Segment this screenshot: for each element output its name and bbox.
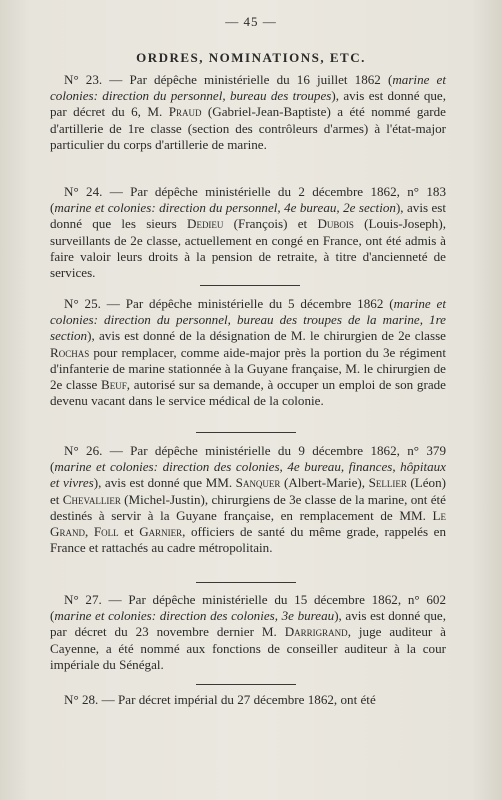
- entry-23: N° 23. — Par dépêche ministérielle du 16 juillet 1862 (marine et colonies: direction du personnel, bureau des troupes), avis est donné que, par décret du 6, M. Praud (Gabriel-Jean-Baptiste) a été nommé garde d'artillerie de 1re classe (section des contrôleurs d'armes) à l'état-major particulier du corps d'artillerie de marine.: [50, 72, 446, 152]
- entry-27: N° 27. — Par dépêche ministérielle du 15 décembre 1862, n° 602 (marine et colonies: direction des colonies, 3e bureau), avis est donné que, par décret du 23 novembre dernier M. Darrigrand, juge auditeur à Cayenne, a été nommé aux fonctions de conseiller auditeur à la cour impériale du Sénégal.: [50, 592, 447, 672]
- page-number: — 45 —: [225, 14, 277, 29]
- separator-rule: [196, 582, 296, 583]
- separator-rule: [196, 684, 296, 685]
- entry-28: N° 28. — Par décret impérial du 27 décembre 1862, ont été: [64, 692, 376, 707]
- entry-26: N° 26. — Par dépêche ministérielle du 9 décembre 1862, n° 379 (marine et colonies: direction des colonies, 4e bureau, finances, hôpitaux et vivres), avis est donné que MM. Sanquer (Albert-Marie), Sellier (Léon) et Chevallier (Michel-Justin), chirurgiens de 3e classe de la marine, ont été destinés à servir à la Guyane française, en remplacement de MM. Le Grand, Foll et Garnier, officiers de santé du même grade, rappelés en France et rattachés au cadre métropolitain.: [50, 443, 447, 556]
- section-heading: ORDRES, NOMINATIONS, ETC.: [136, 50, 366, 65]
- entry-24: N° 24. — Par dépêche ministérielle du 2 décembre 1862, n° 183 (marine et colonies: direction du personnel, 4e bureau, 2e section), avis est donné que les sieurs Dedieu (François) et Dubois (Louis-Joseph), surveillants de 2e classe, actuellement en congé en France, ont été admis à faire valoir leurs droits à la pension de retraite, à titre d'ancienneté de services.: [50, 184, 446, 281]
- separator-rule: [196, 432, 296, 433]
- separator-rule: [200, 285, 300, 286]
- entry-25: N° 25. — Par dépêche ministérielle du 5 décembre 1862 (marine et colonies: direction du personnel, bureau des troupes de la marine, 1re section), avis est donné de la désignation de M. le chirurgien de 2e classe Rochas pour remplacer, comme aide-major près la portion du 3e régiment d'infanterie de marine stationnée à la Guyane française, M. le chirurgien de 2e classe Beuf, autorisé sur sa demande, à occuper un emploi de son grade devenu vacant dans le service médical de la colonie.: [50, 296, 446, 409]
